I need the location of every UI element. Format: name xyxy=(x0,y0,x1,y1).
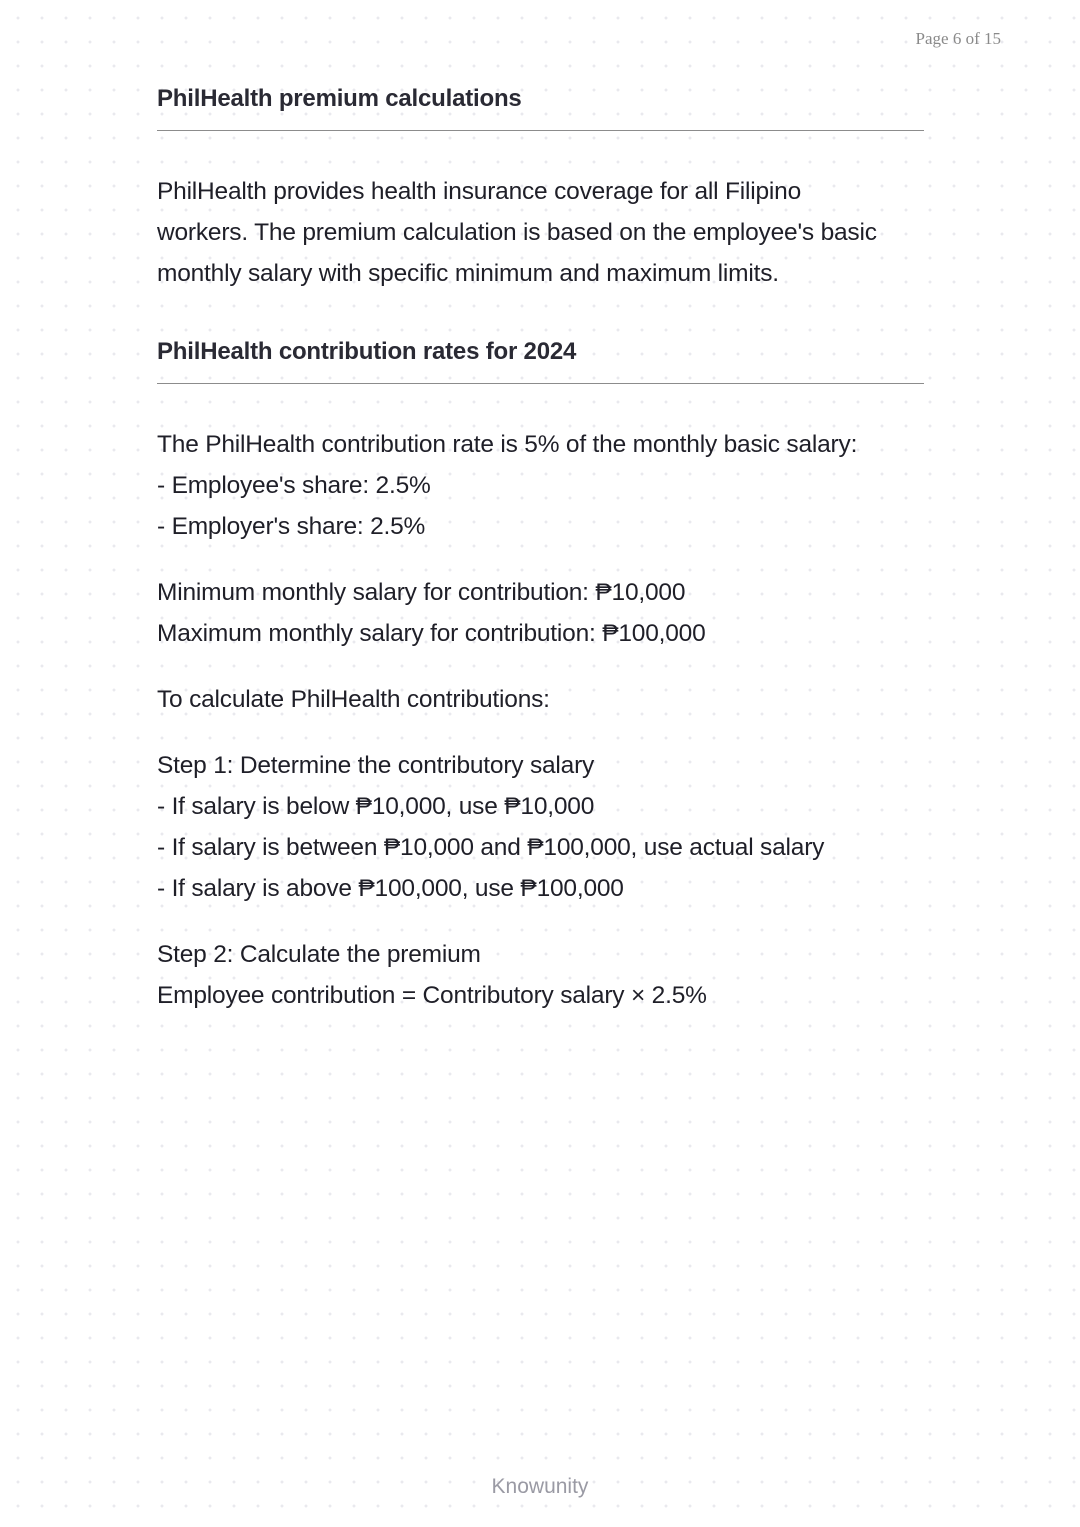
section-heading-contribution-rates: PhilHealth contribution rates for 2024 xyxy=(157,338,577,365)
step1-rule-above: - If salary is above ₱100,000, use ₱100,000 xyxy=(157,875,624,902)
heading-divider xyxy=(157,130,924,131)
calculation-intro xyxy=(157,679,550,720)
employer-share-line: - Employer's share: 2.5% xyxy=(157,513,426,540)
employee-share-line: - Employee's share: 2.5% xyxy=(157,472,431,499)
knowunity-brand-text: Knowunity xyxy=(491,1475,589,1498)
step2-formula-line: Employee contribution = Contributory salary × 2.5% xyxy=(157,982,707,1009)
salary-limits-paragraph xyxy=(157,572,706,654)
rate-paragraph xyxy=(157,424,857,547)
section-heading-premium-calculations: PhilHealth premium calculations xyxy=(157,85,522,112)
paragraph-line: monthly salary with specific minimum and maximum limits. xyxy=(157,260,779,287)
maximum-salary-line: Maximum monthly salary for contribution: ₱100,000 xyxy=(157,620,706,647)
paragraph-line: PhilHealth provides health insurance coverage for all Filipino xyxy=(157,178,802,205)
heading-divider xyxy=(157,383,924,384)
rate-line: The PhilHealth contribution rate is 5% of the monthly basic salary: xyxy=(157,431,858,458)
page-number: Page 6 of 15 xyxy=(915,29,1001,48)
calculation-intro-line: To calculate PhilHealth contributions: xyxy=(157,686,550,713)
step1-heading-line: Step 1: Determine the contributory salary xyxy=(157,752,595,779)
step1-rule-below: - If salary is below ₱10,000, use ₱10,000 xyxy=(157,793,595,820)
minimum-salary-line: Minimum monthly salary for contribution: ₱10,000 xyxy=(157,579,686,606)
step2-paragraph xyxy=(157,934,707,1016)
intro-paragraph xyxy=(157,171,877,294)
step1-rule-between: - If salary is between ₱10,000 and ₱100,000, use actual salary xyxy=(157,834,825,861)
paragraph-line: workers. The premium calculation is based on the employee's basic xyxy=(157,219,877,246)
step1-paragraph xyxy=(157,745,824,909)
step2-heading-line: Step 2: Calculate the premium xyxy=(157,941,481,968)
